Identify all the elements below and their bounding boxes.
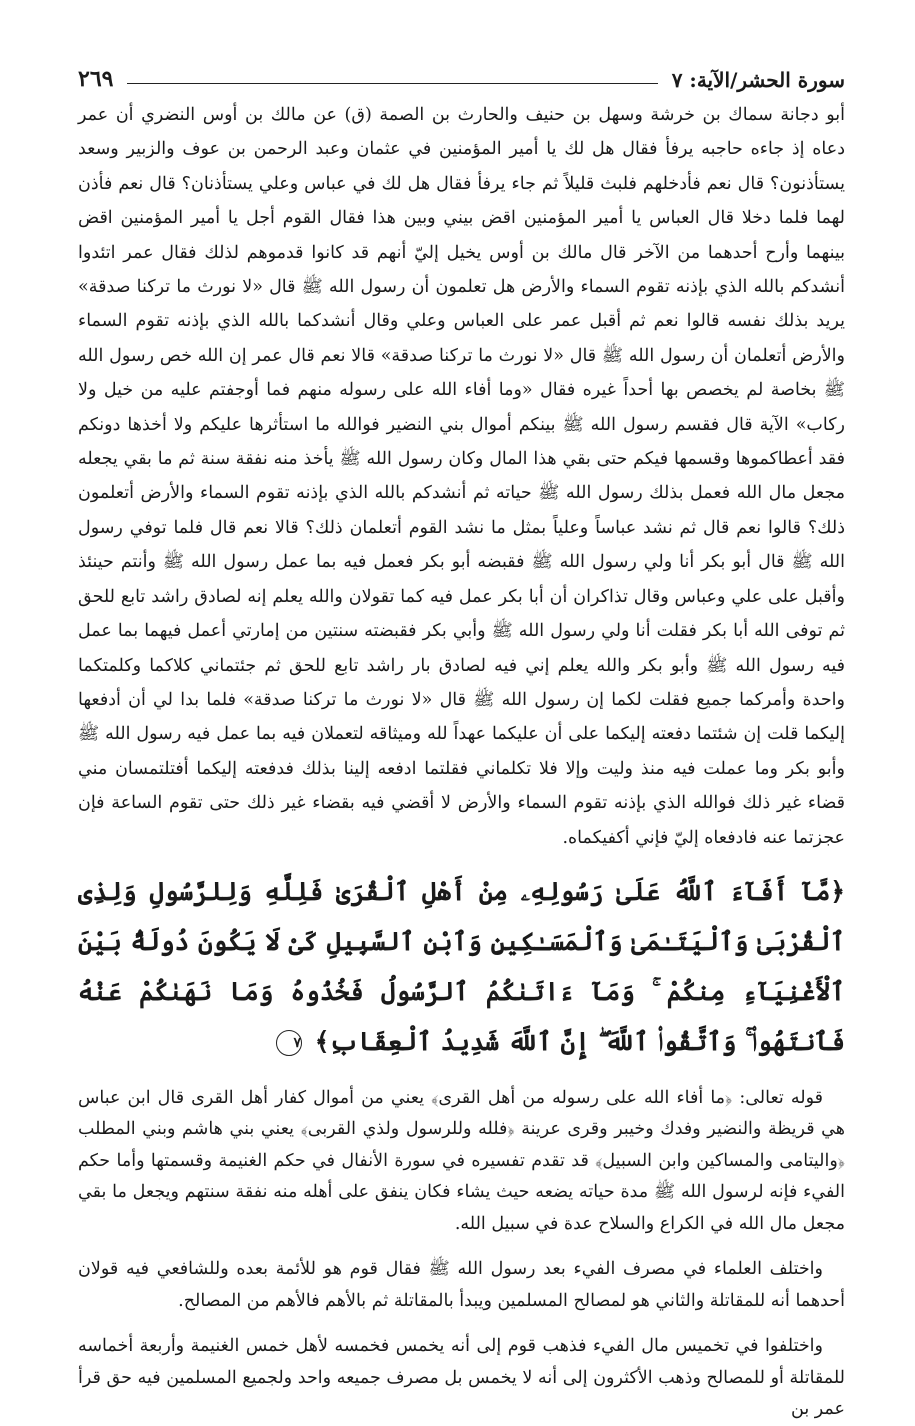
surah-verse-label: سورة الحشر/الآية: ٧ — [671, 68, 845, 92]
commentary-paragraph: واختلف العلماء في مصرف الفيء بعد رسول الله ﷺ فقال قوم هو للأئمة بعده وللشافعي فيه قولان أحدهما أنه للمقاتلة والثاني هو لمصالح المسلمين ويبدأ بالمقاتلة ثم بالأهم فالأهم من المصالح. — [78, 1259, 845, 1311]
quran-verse — [78, 867, 845, 1067]
commentary-paragraph: قوله تعالى: ﴿ما أفاء الله على رسوله من أهل القرى﴾ يعني من أموال كفار أهل القرى قال ابن عباس هي قريظة والنضير وفدك وخيبر وقرى عرينة ﴿فلله وللرسول ولذي القربى﴾ يعني بني هاشم وبني المطلب ﴿واليتامى والمساكين وابن السبيل﴾ قد تقدم تفسيره في سورة الأنفال في حكم الغنيمة وقسمتها وأما حكم الفيء فإنه لرسول الله ﷺ مدة حياته يضعه حيث يشاء فكان ينفق على أهله منه نفقة سنتهم ويجعل ما بقي مجعل مال الله في الكراع والسلاح عدة في سبيل الله. — [78, 1087, 845, 1234]
commentary-section — [78, 1083, 845, 1426]
commentary-paragraph: واختلفوا في تخميس مال الفيء فذهب قوم إلى أنه يخمس فخمسه لأهل خمس الغنيمة وأربعة أخماسه للمقاتلة أو للمصالح وذهب الأكثرون إلى أنه لا يخمس بل مصرف جميعه واحد ولجميع المسلمين فيه حق قرأ عمر بن — [78, 1336, 845, 1420]
verse-number-marker: ٧ — [276, 1030, 302, 1056]
verse-text: ﴿مَّآ أَفَآءَ ٱللَّهُ عَلَىٰ رَسُولِهِۦ مِنْ أَهْلِ ٱلْقُرَىٰ فَلِلَّهِ وَلِلرَّسُولِ وَلِذِى ٱلْقُرْبَىٰ وَٱلْيَتَـٰمَىٰ وَٱلْمَسَـٰكِينِ وَٱبْنِ ٱلسَّبِيلِ كَىْ لَا يَكُونَ دُولَةًۢ بَيْنَ ٱلْأَغْنِيَآءِ مِنكُمْ ۚ وَمَآ ءَاتَىٰكُمُ ٱلرَّسُولُ فَخُذُوهُ وَمَا نَهَىٰكُمْ عَنْهُ فَٱنتَهُوا۟ ۚ وَٱتَّقُوا۟ ٱللَّهَ ۖ إِنَّ ٱللَّهَ شَدِيدُ ٱلْعِقَابِ﴾ — [78, 876, 845, 1056]
page-number: ٢٦٩ — [78, 66, 114, 92]
hadith-text: أبو دجانة سماك بن خرشة وسهل بن حنيف والحارث بن الصمة (ق) عن مالك بن أوس النضري أن عمر دعاه إذ جاءه حاجبه يرفأ فقال هل لك يا أمير المؤمنين في عثمان وعبد الرحمن بن عوف والزبير وسعد يستأذنون؟ قال نعم فأدخلهم فلبث قليلاً ثم جاء يرفأ فقال هل لك في عباس وعلي يستأذنان؟ قال نعم فأذن لهما فلما دخلا قال العباس يا أمير المؤمنين اقض بيني وبين هذا فقال القوم أجل يا أمير المؤمنين اقض بينهما وأرح أحدهما من الآخر قال مالك بن أوس يخيل إليّ أنهم قد كانوا قدموهم لذلك فقال عمر اتئدوا أنشدكم بالله الذي بإذنه تقوم السماء والأرض هل تعلمون أن رسول الله ﷺ قال «لا نورث ما تركنا صدقة» يريد بذلك نفسه قالوا نعم ثم أقبل عمر على العباس وعلي وقال أنشدكما بالله الذي بإذنه تقوم السماء والأرض أتعلمان أن رسول الله ﷺ قال «لا نورث ما تركنا صدقة» قالا نعم قال عمر إن الله خص رسول الله ﷺ بخاصة لم يخصص بها أحداً غيره فقال «وما أفاء الله على رسوله منهم فما أوجفتم عليه من خيل ولا ركاب» الآية قال فقسم رسول الله ﷺ بينكم أموال بني النضير فوالله ما استأثرها عليكم ولا أخذها دونكم فقد أعطاكموها وقسمها فيكم حتى بقي هذا المال وكان رسول الله ﷺ يأخذ منه نفقة سنة ثم ما بقي يجعله مجعل مال الله فعمل بذلك رسول الله ﷺ حياته ثم أنشدكم بالله الذي بإذنه تقوم السماء والأرض أتعلمون ذلك؟ قالوا نعم قال ثم نشد عباساً وعلياً بمثل ما نشد القوم أتعلمان ذلك؟ قالا نعم قال فلما توفي رسول الله ﷺ قال أبو بكر أنا ولي رسول الله ﷺ فقبضه أبو بكر فعمل فيه بما عمل رسول الله ﷺ وأنتم حينئذ وأقبل على علي وعباس وقال تذاكران أن أبا بكر عمل فيه كما تقولان والله يعلم إنه لصادق راشد تابع للحق ثم توفى الله أبا بكر فقلت أنا ولي رسول الله ﷺ وأبي بكر فقبضته سنتين من إمارتي أعمل فيهما بما عمل فيه رسول الله ﷺ وأبو بكر والله يعلم إني فيه لصادق بار راشد تابع للحق ثم جئتماني كلاكما وكلمتكما واحدة وأمركما جميع فقلت لكما إن رسول الله ﷺ قال «لا نورث ما تركنا صدقة» فلما بدا لي أن أدفعها إليكما قلت إن شئتما دفعته إليكما على أن عليكما عهداً لله وميثاقه لتعملان فيه بما عمل فيه رسول الله ﷺ وأبو بكر وما عملت فيه منذ وليت وإلا فلا تكلماني فقلتما ادفعه إلينا بذلك فدفعته إليكما أفتلتمسان مني قضاء غير ذلك فوالله الذي بإذنه تقوم السماء والأرض لا أقضي فيه بقضاء غير ذلك حتى تقوم الساعة فإن عجزتما عنه فادفعاه إليّ فإني أكفيكماه. — [78, 105, 845, 848]
header-rule — [127, 83, 657, 84]
running-header — [78, 58, 845, 92]
book-page — [78, 58, 845, 1426]
